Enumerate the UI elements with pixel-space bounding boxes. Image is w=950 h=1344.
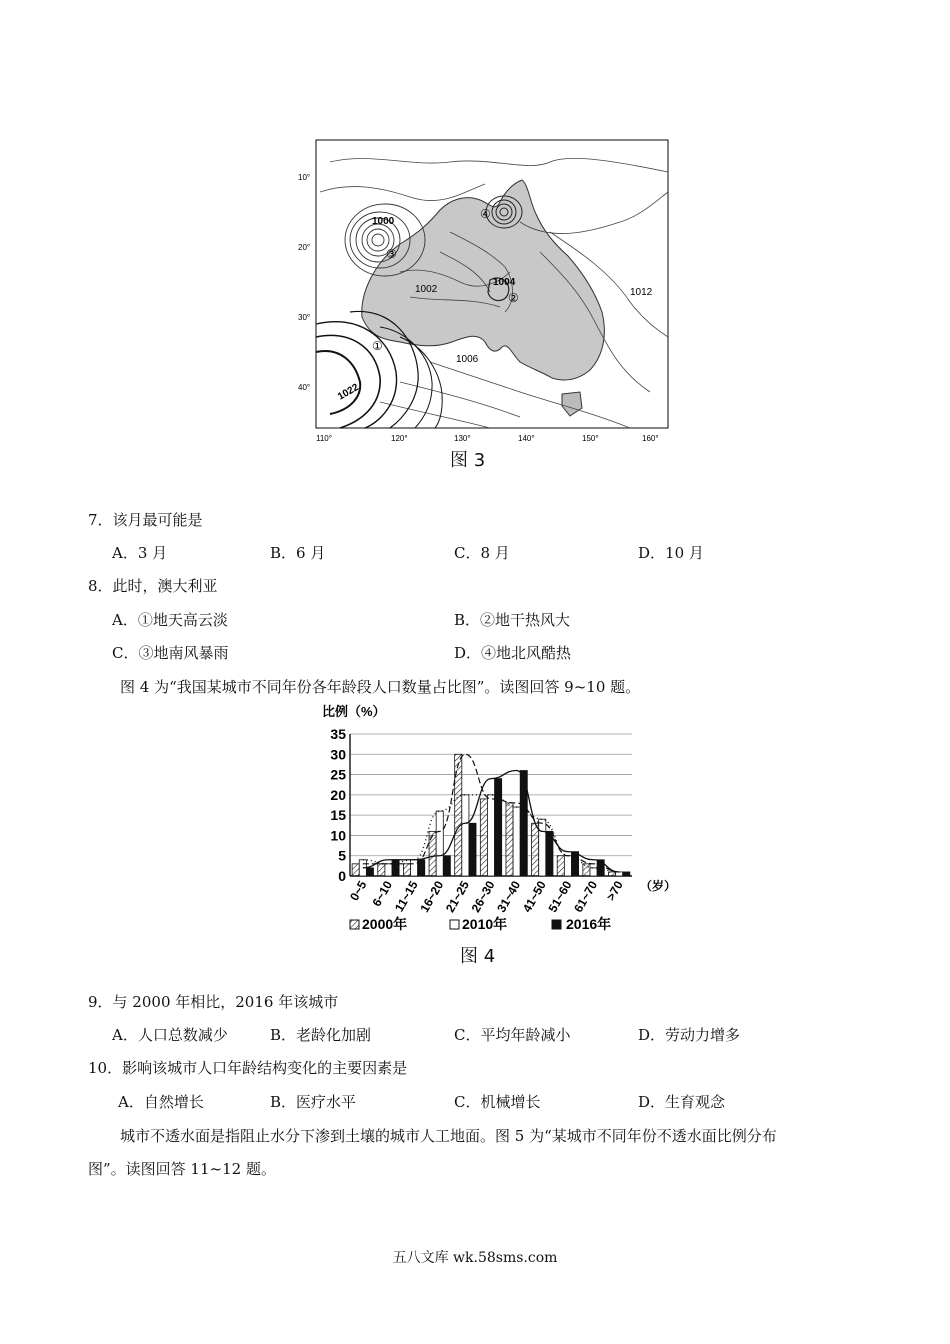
- question-10-option-a: A．自然增长: [118, 1093, 204, 1111]
- question-8-option-a: A．①地天高云淡: [112, 611, 228, 629]
- figure-3: [290, 132, 680, 477]
- legend-label-2000: 2000年: [362, 916, 408, 932]
- age-structure-chart: [310, 702, 677, 970]
- bar-2016年-16~20: [443, 856, 450, 876]
- legend-swatch-2016: [552, 920, 561, 929]
- question-8-option-b: B．②地干热风大: [454, 611, 571, 629]
- x-tick-41~50: 41~50: [519, 878, 549, 915]
- bar-2000年-0~5: [352, 864, 359, 876]
- legend-swatch-2000: [350, 920, 359, 929]
- isobar-map: [290, 132, 680, 477]
- lon-label-160: 160°: [642, 434, 659, 443]
- y-axis-label: 比例（%）: [322, 704, 386, 719]
- figure-3-caption: 图 3: [450, 450, 486, 471]
- question-9-option-a: A．人口总数减少: [112, 1026, 228, 1044]
- x-tick-6~10: 6~10: [369, 878, 396, 909]
- isobar-label-1002: 1002: [415, 284, 438, 295]
- y-tick-15: 15: [330, 807, 346, 824]
- lat-label-10: 10°: [298, 173, 311, 182]
- lat-label-30: 30°: [298, 313, 311, 322]
- y-tick-25: 25: [330, 766, 346, 783]
- question-10-stem: 10．影响该城市人口年龄结构变化的主要因素是: [88, 1059, 408, 1077]
- bar-2000年-31~40: [506, 803, 513, 876]
- point-label-4: ④: [480, 207, 491, 221]
- question-8-stem: 8．此时，澳大利亚: [88, 577, 218, 595]
- bar-2010年-31~40: [513, 807, 520, 876]
- x-tick-0~5: 0~5: [347, 878, 370, 904]
- bar-2000年-11~15: [403, 864, 410, 876]
- bar-2010年-6~10: [385, 864, 392, 876]
- x-tick-11~15: 11~15: [392, 878, 421, 915]
- bar-2000年-61~70: [583, 864, 590, 876]
- bar-2010年-61~70: [590, 868, 597, 876]
- bar-2016年-51~60: [571, 852, 578, 876]
- lon-label-130: 130°: [454, 434, 471, 443]
- y-tick-30: 30: [330, 746, 346, 763]
- lon-label-150: 150°: [582, 434, 599, 443]
- bar-2016年-21~25: [469, 823, 476, 876]
- figure-4-intro: 图 4 为“我国某城市不同年份各年龄段人口数量占比图”。读图回答 9~10 题。: [120, 678, 641, 696]
- bar-2000年-26~30: [480, 799, 487, 876]
- bar-2016年->70: [623, 872, 630, 876]
- y-tick-10: 10: [330, 827, 346, 844]
- point-label-2: ②: [508, 291, 519, 305]
- question-10-option-d: D．生育观念: [638, 1093, 726, 1111]
- question-8-option-d: D．④地北风酷热: [454, 644, 572, 662]
- bar-2000年-16~20: [429, 831, 436, 876]
- legend-label-2016: 2016年: [566, 916, 612, 932]
- page-footer: 五八文库 wk.58sms.com: [392, 1250, 558, 1266]
- question-9-stem: 9．与 2000 年相比，2016 年该城市: [88, 993, 339, 1011]
- question-7-option-b: B．6 月: [270, 544, 326, 562]
- bar-2016年-0~5: [366, 868, 373, 876]
- bar-2010年-21~25: [462, 795, 469, 876]
- y-tick-35: 35: [330, 726, 346, 742]
- isobar-label-1022: 1022: [336, 381, 361, 403]
- y-tick-labels: [330, 726, 346, 884]
- bar-2016年-6~10: [392, 860, 399, 876]
- point-label-1: ①: [372, 339, 383, 353]
- x-tick-labels: [347, 878, 626, 914]
- x-tick-31~40: 31~40: [494, 878, 524, 915]
- lat-label-20: 20°: [298, 243, 311, 252]
- figure-5-intro-line-2: 图”。读图回答 11~12 题。: [88, 1160, 276, 1178]
- bar-2010年-11~15: [411, 860, 418, 876]
- bar-2000年-6~10: [378, 864, 385, 876]
- y-tick-0: 0: [338, 868, 346, 884]
- question-10-option-b: B．医疗水平: [270, 1093, 357, 1111]
- bar-2010年-51~60: [564, 856, 571, 876]
- lat-label-40: 40°: [298, 383, 311, 392]
- isobar-label-1006: 1006: [456, 354, 479, 365]
- x-tick-51~60: 51~60: [545, 878, 575, 915]
- bar-2016年-41~50: [546, 831, 553, 876]
- legend-label-2010: 2010年: [462, 916, 508, 932]
- y-tick-5: 5: [338, 847, 346, 864]
- bar-2010年-16~20: [436, 811, 443, 876]
- x-tick-16~20: 16~20: [417, 878, 447, 915]
- lon-label-140: 140°: [518, 434, 535, 443]
- question-10-option-c: C．机械增长: [454, 1093, 541, 1111]
- isobar-label-1012: 1012: [630, 287, 653, 298]
- question-7-stem: 7．该月最可能是: [88, 511, 203, 529]
- question-9-option-c: C．平均年龄减小: [454, 1026, 571, 1044]
- question-7-option-a: A．3 月: [112, 544, 168, 562]
- isobar-label-1004: 1004: [493, 277, 516, 288]
- legend-swatch-2010: [450, 920, 459, 929]
- figure-4: [310, 702, 677, 970]
- question-8-option-c: C．③地南风暴雨: [112, 644, 229, 662]
- isobar-label-1000: 1000: [372, 216, 395, 227]
- bar-2010年-26~30: [487, 795, 494, 876]
- point-label-3: ③: [386, 247, 397, 261]
- bar-2000年-51~60: [557, 856, 564, 876]
- lon-label-110: 110°: [316, 434, 332, 443]
- x-tick-61~70: 61~70: [571, 878, 601, 915]
- y-tick-20: 20: [330, 786, 346, 803]
- x-axis-label: （岁）: [640, 879, 677, 893]
- question-9-option-b: B．老龄化加剧: [270, 1026, 372, 1044]
- question-7-option-c: C．8 月: [454, 544, 510, 562]
- bar-2010年-41~50: [539, 819, 546, 876]
- bar-2016年-26~30: [495, 779, 502, 876]
- bar-2000年->70: [609, 872, 616, 876]
- bar-2000年-41~50: [532, 823, 539, 876]
- x-tick-21~25: 21~25: [442, 878, 472, 915]
- question-9-option-d: D．劳动力增多: [638, 1026, 741, 1044]
- x-tick->70: >70: [603, 878, 626, 904]
- question-7-option-d: D．10 月: [638, 544, 704, 562]
- lon-label-120: 120°: [391, 434, 408, 443]
- figure-4-caption: 图 4: [460, 946, 496, 967]
- figure-5-intro-line-1: 城市不透水面是指阻止水分下渗到土壤的城市人工地面。图 5 为“某城市不同年份不透水面比例分布: [120, 1127, 777, 1145]
- chart-legend: [350, 916, 611, 932]
- x-tick-26~30: 26~30: [468, 878, 498, 915]
